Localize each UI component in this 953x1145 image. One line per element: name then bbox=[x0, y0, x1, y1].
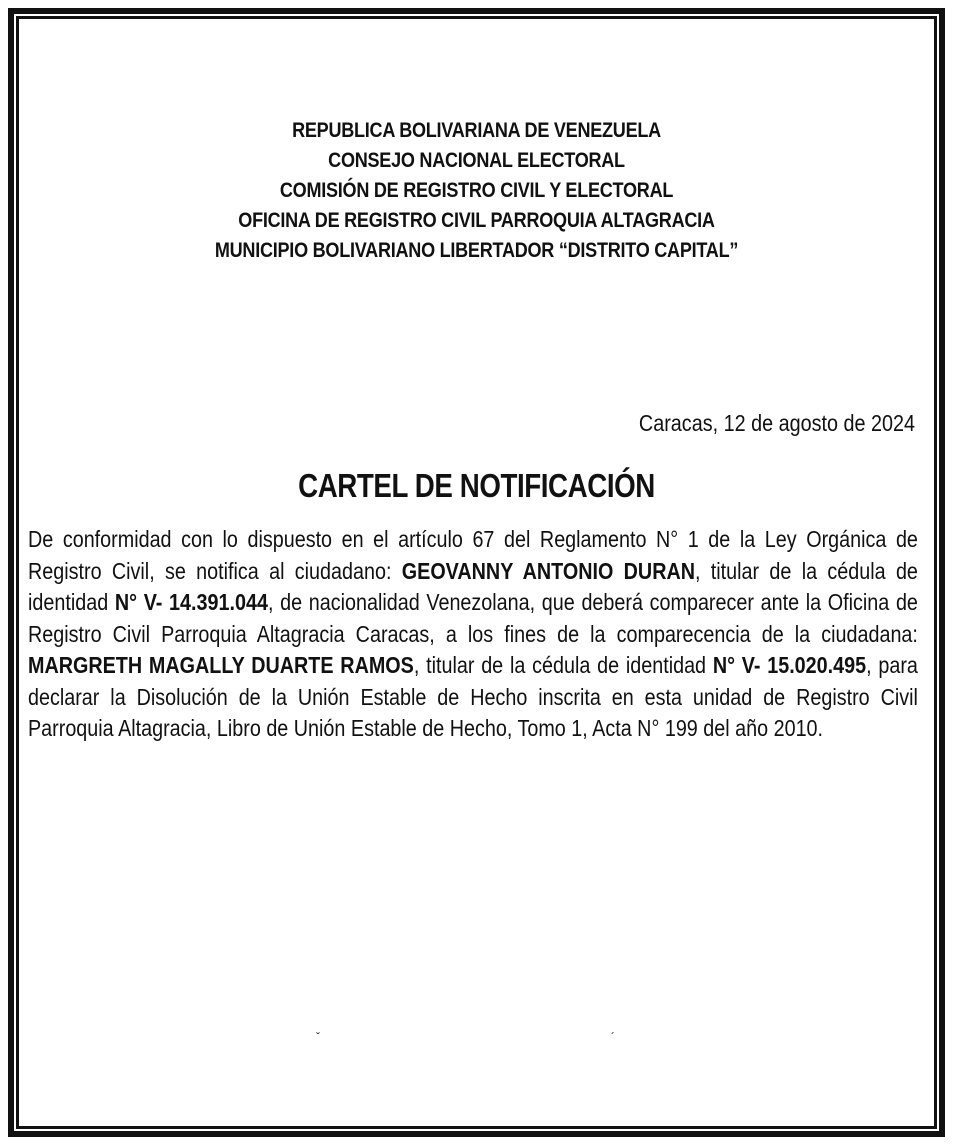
notice-paragraph bbox=[28, 524, 918, 745]
header-line-council: CONSEJO NACIONAL ELECTORAL bbox=[328, 149, 625, 172]
header-line-commission: COMISIÓN DE REGISTRO CIVIL Y ELECTORAL bbox=[279, 179, 674, 202]
stray-mark-right: ´ bbox=[611, 1030, 615, 1044]
body-text-middle: , de nacionalidad Venezolana, que deberá comparecer ante la Oficina de Registro Civil Parroquia Altagracia Caracas, a los fines de la comparecencia de la ciudadana: bbox=[28, 589, 918, 647]
body-text-id-intro: , titular de la cédula de identidad bbox=[28, 557, 918, 615]
citizen-name: GEOVANNY ANTONIO DURAN bbox=[401, 557, 696, 584]
document-title: CARTEL DE NOTIFICACIÓN bbox=[298, 467, 655, 504]
document-header bbox=[67, 116, 887, 266]
header-line-municipality: MUNICIPIO BOLIVARIANO LIBERTADOR “DISTRITO CAPITAL” bbox=[214, 239, 739, 262]
stray-mark-left: ˇ bbox=[316, 1030, 320, 1044]
body-text-closing: , para declarar la Disolución de la Unión Estable de Hecho inscrita en esta unidad de Registro Civil Parroquia Altagracia, Libro de Unión Estable de Hecho, Tomo 1, Acta N° 199 del año 2010. bbox=[28, 652, 918, 741]
header-line-republic: REPUBLICA BOLIVARIANA DE VENEZUELA bbox=[292, 119, 661, 142]
citizen-id: N° V- 14.391.044 bbox=[114, 589, 268, 615]
other-citizen-name: MARGRETH MAGALLY DUARTE RAMOS bbox=[28, 652, 414, 678]
body-text-other-id-intro: , titular de la cédula de identidad bbox=[413, 652, 713, 678]
header-line-office: OFICINA DE REGISTRO CIVIL PARROQUIA ALTAGRACIA bbox=[238, 209, 715, 232]
other-citizen-id: N° V- 15.020.495 bbox=[712, 652, 867, 678]
notice-body bbox=[28, 524, 918, 784]
document-date: Caracas, 12 de agosto de 2024 bbox=[638, 410, 915, 436]
body-text-intro: De conformidad con lo dispuesto en el artículo 67 del Reglamento N° 1 de la Ley Orgánica de Registro Civil, se notifica al ciudadano: bbox=[28, 526, 918, 584]
